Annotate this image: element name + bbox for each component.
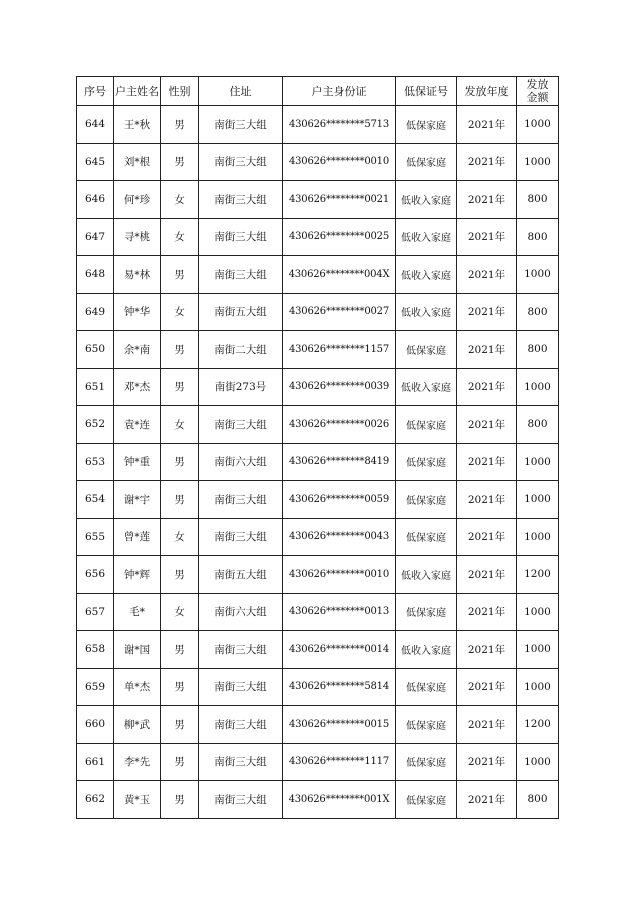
table-row bbox=[77, 181, 559, 219]
address-cell: 南街三大组 bbox=[199, 668, 283, 706]
table-body bbox=[77, 106, 559, 819]
address-cell: 南街三大组 bbox=[199, 631, 283, 669]
holder-name-cell: 曾*莲 bbox=[114, 518, 161, 556]
address-cell: 南街273号 bbox=[199, 368, 283, 406]
dibao-type-cell: 低保家庭 bbox=[396, 443, 457, 481]
table-row bbox=[77, 143, 559, 181]
amount-cell: 800 bbox=[517, 218, 559, 256]
dibao-type-cell: 低保家庭 bbox=[396, 593, 457, 631]
table-row bbox=[77, 293, 559, 331]
dibao-type-cell: 低保家庭 bbox=[396, 743, 457, 781]
table-row bbox=[77, 368, 559, 406]
gender-cell: 男 bbox=[161, 668, 199, 706]
amount-cell: 1200 bbox=[517, 556, 559, 594]
issue-year-cell: 2021年 bbox=[457, 293, 517, 331]
issue-year-cell: 2021年 bbox=[457, 743, 517, 781]
relief-table bbox=[76, 76, 559, 819]
table-row bbox=[77, 631, 559, 669]
id-card-cell: 430626********0013 bbox=[283, 593, 396, 631]
amount-cell: 1000 bbox=[517, 743, 559, 781]
holder-name-cell: 刘*根 bbox=[114, 143, 161, 181]
amount-cell: 1000 bbox=[517, 631, 559, 669]
address-cell: 南街三大组 bbox=[199, 706, 283, 744]
holder-name-cell: 柳*武 bbox=[114, 706, 161, 744]
issue-year-cell: 2021年 bbox=[457, 706, 517, 744]
gender-cell: 女 bbox=[161, 293, 199, 331]
gender-cell: 女 bbox=[161, 181, 199, 219]
header-index: 序号 bbox=[77, 77, 114, 106]
table-row bbox=[77, 743, 559, 781]
table-row bbox=[77, 331, 559, 369]
dibao-type-cell: 低保家庭 bbox=[396, 406, 457, 444]
issue-year-cell: 2021年 bbox=[457, 406, 517, 444]
row-index-cell: 647 bbox=[77, 218, 114, 256]
gender-cell: 男 bbox=[161, 368, 199, 406]
id-card-cell: 430626********0010 bbox=[283, 556, 396, 594]
table-row bbox=[77, 256, 559, 294]
address-cell: 南街三大组 bbox=[199, 218, 283, 256]
issue-year-cell: 2021年 bbox=[457, 256, 517, 294]
table-row bbox=[77, 406, 559, 444]
gender-cell: 男 bbox=[161, 443, 199, 481]
header-dibao-type: 低保证号 bbox=[396, 77, 457, 106]
gender-cell: 女 bbox=[161, 218, 199, 256]
holder-name-cell: 王*秋 bbox=[114, 106, 161, 144]
address-cell: 南街三大组 bbox=[199, 143, 283, 181]
row-index-cell: 652 bbox=[77, 406, 114, 444]
address-cell: 南街三大组 bbox=[199, 181, 283, 219]
holder-name-cell: 易*林 bbox=[114, 256, 161, 294]
gender-cell: 男 bbox=[161, 781, 199, 819]
holder-name-cell: 谢*宇 bbox=[114, 481, 161, 519]
address-cell: 南街三大组 bbox=[199, 406, 283, 444]
table-row bbox=[77, 481, 559, 519]
address-cell: 南街三大组 bbox=[199, 256, 283, 294]
id-card-cell: 430626********0010 bbox=[283, 143, 396, 181]
dibao-type-cell: 低收入家庭 bbox=[396, 256, 457, 294]
issue-year-cell: 2021年 bbox=[457, 593, 517, 631]
row-index-cell: 657 bbox=[77, 593, 114, 631]
holder-name-cell: 钟*华 bbox=[114, 293, 161, 331]
id-card-cell: 430626********0025 bbox=[283, 218, 396, 256]
id-card-cell: 430626********1157 bbox=[283, 331, 396, 369]
row-index-cell: 648 bbox=[77, 256, 114, 294]
amount-cell: 1200 bbox=[517, 706, 559, 744]
issue-year-cell: 2021年 bbox=[457, 181, 517, 219]
id-card-cell: 430626********0039 bbox=[283, 368, 396, 406]
row-index-cell: 645 bbox=[77, 143, 114, 181]
row-index-cell: 654 bbox=[77, 481, 114, 519]
holder-name-cell: 钟*重 bbox=[114, 443, 161, 481]
gender-cell: 男 bbox=[161, 143, 199, 181]
dibao-type-cell: 低收入家庭 bbox=[396, 556, 457, 594]
id-card-cell: 430626********0059 bbox=[283, 481, 396, 519]
dibao-type-cell: 低保家庭 bbox=[396, 706, 457, 744]
amount-cell: 1000 bbox=[517, 593, 559, 631]
gender-cell: 男 bbox=[161, 481, 199, 519]
gender-cell: 女 bbox=[161, 593, 199, 631]
address-cell: 南街五大组 bbox=[199, 293, 283, 331]
row-index-cell: 644 bbox=[77, 106, 114, 144]
id-card-cell: 430626********0014 bbox=[283, 631, 396, 669]
holder-name-cell: 单*杰 bbox=[114, 668, 161, 706]
amount-cell: 800 bbox=[517, 181, 559, 219]
issue-year-cell: 2021年 bbox=[457, 443, 517, 481]
id-card-cell: 430626********0026 bbox=[283, 406, 396, 444]
header-gender: 性别 bbox=[161, 77, 199, 106]
issue-year-cell: 2021年 bbox=[457, 481, 517, 519]
header-year: 发放年度 bbox=[457, 77, 517, 106]
id-card-cell: 430626********1117 bbox=[283, 743, 396, 781]
gender-cell: 男 bbox=[161, 331, 199, 369]
gender-cell: 男 bbox=[161, 706, 199, 744]
amount-cell: 800 bbox=[517, 293, 559, 331]
row-index-cell: 649 bbox=[77, 293, 114, 331]
id-card-cell: 430626********8419 bbox=[283, 443, 396, 481]
header-row bbox=[77, 77, 559, 106]
amount-cell: 800 bbox=[517, 781, 559, 819]
issue-year-cell: 2021年 bbox=[457, 781, 517, 819]
issue-year-cell: 2021年 bbox=[457, 106, 517, 144]
address-cell: 南街三大组 bbox=[199, 781, 283, 819]
row-index-cell: 656 bbox=[77, 556, 114, 594]
issue-year-cell: 2021年 bbox=[457, 218, 517, 256]
amount-cell: 1000 bbox=[517, 481, 559, 519]
row-index-cell: 653 bbox=[77, 443, 114, 481]
dibao-type-cell: 低保家庭 bbox=[396, 331, 457, 369]
amount-cell: 800 bbox=[517, 331, 559, 369]
gender-cell: 男 bbox=[161, 106, 199, 144]
gender-cell: 男 bbox=[161, 256, 199, 294]
id-card-cell: 430626********0021 bbox=[283, 181, 396, 219]
holder-name-cell: 寻*桃 bbox=[114, 218, 161, 256]
table-row bbox=[77, 518, 559, 556]
gender-cell: 女 bbox=[161, 518, 199, 556]
issue-year-cell: 2021年 bbox=[457, 143, 517, 181]
dibao-type-cell: 低保家庭 bbox=[396, 143, 457, 181]
holder-name-cell: 袁*连 bbox=[114, 406, 161, 444]
holder-name-cell: 何*珍 bbox=[114, 181, 161, 219]
table-row bbox=[77, 443, 559, 481]
amount-cell: 1000 bbox=[517, 518, 559, 556]
table-row bbox=[77, 106, 559, 144]
address-cell: 南街五大组 bbox=[199, 556, 283, 594]
address-cell: 南街二大组 bbox=[199, 331, 283, 369]
header-name: 户主姓名 bbox=[114, 77, 161, 106]
address-cell: 南街三大组 bbox=[199, 743, 283, 781]
dibao-type-cell: 低收入家庭 bbox=[396, 218, 457, 256]
id-card-cell: 430626********5713 bbox=[283, 106, 396, 144]
amount-cell: 1000 bbox=[517, 143, 559, 181]
dibao-type-cell: 低收入家庭 bbox=[396, 631, 457, 669]
amount-cell: 1000 bbox=[517, 443, 559, 481]
address-cell: 南街三大组 bbox=[199, 106, 283, 144]
id-card-cell: 430626********001X bbox=[283, 781, 396, 819]
issue-year-cell: 2021年 bbox=[457, 518, 517, 556]
id-card-cell: 430626********0015 bbox=[283, 706, 396, 744]
table-row bbox=[77, 593, 559, 631]
holder-name-cell: 毛* bbox=[114, 593, 161, 631]
address-cell: 南街六大组 bbox=[199, 593, 283, 631]
holder-name-cell: 钟*辉 bbox=[114, 556, 161, 594]
row-index-cell: 661 bbox=[77, 743, 114, 781]
dibao-type-cell: 低保家庭 bbox=[396, 518, 457, 556]
id-card-cell: 430626********5814 bbox=[283, 668, 396, 706]
table-row bbox=[77, 556, 559, 594]
dibao-type-cell: 低保家庭 bbox=[396, 781, 457, 819]
dibao-type-cell: 低保家庭 bbox=[396, 481, 457, 519]
row-index-cell: 658 bbox=[77, 631, 114, 669]
id-card-cell: 430626********004X bbox=[283, 256, 396, 294]
row-index-cell: 662 bbox=[77, 781, 114, 819]
row-index-cell: 651 bbox=[77, 368, 114, 406]
gender-cell: 女 bbox=[161, 406, 199, 444]
gender-cell: 男 bbox=[161, 743, 199, 781]
header-address: 住址 bbox=[199, 77, 283, 106]
dibao-type-cell: 低收入家庭 bbox=[396, 368, 457, 406]
address-cell: 南街三大组 bbox=[199, 518, 283, 556]
amount-cell: 1000 bbox=[517, 668, 559, 706]
row-index-cell: 659 bbox=[77, 668, 114, 706]
dibao-type-cell: 低保家庭 bbox=[396, 106, 457, 144]
gender-cell: 男 bbox=[161, 631, 199, 669]
issue-year-cell: 2021年 bbox=[457, 556, 517, 594]
id-card-cell: 430626********0043 bbox=[283, 518, 396, 556]
dibao-type-cell: 低收入家庭 bbox=[396, 293, 457, 331]
row-index-cell: 660 bbox=[77, 706, 114, 744]
table-row bbox=[77, 668, 559, 706]
holder-name-cell: 李*先 bbox=[114, 743, 161, 781]
issue-year-cell: 2021年 bbox=[457, 331, 517, 369]
table-row bbox=[77, 781, 559, 819]
id-card-cell: 430626********0027 bbox=[283, 293, 396, 331]
dibao-type-cell: 低保家庭 bbox=[396, 668, 457, 706]
holder-name-cell: 邓*杰 bbox=[114, 368, 161, 406]
issue-year-cell: 2021年 bbox=[457, 368, 517, 406]
header-id-card: 户主身份证 bbox=[283, 77, 396, 106]
row-index-cell: 655 bbox=[77, 518, 114, 556]
amount-cell: 800 bbox=[517, 406, 559, 444]
issue-year-cell: 2021年 bbox=[457, 668, 517, 706]
amount-cell: 1000 bbox=[517, 368, 559, 406]
amount-cell: 1000 bbox=[517, 106, 559, 144]
table-row bbox=[77, 218, 559, 256]
row-index-cell: 650 bbox=[77, 331, 114, 369]
holder-name-cell: 余*南 bbox=[114, 331, 161, 369]
gender-cell: 男 bbox=[161, 556, 199, 594]
header-amount: 发放金额 bbox=[517, 77, 559, 106]
address-cell: 南街三大组 bbox=[199, 481, 283, 519]
holder-name-cell: 黄*玉 bbox=[114, 781, 161, 819]
holder-name-cell: 谢*国 bbox=[114, 631, 161, 669]
issue-year-cell: 2021年 bbox=[457, 631, 517, 669]
row-index-cell: 646 bbox=[77, 181, 114, 219]
dibao-type-cell: 低收入家庭 bbox=[396, 181, 457, 219]
address-cell: 南街六大组 bbox=[199, 443, 283, 481]
amount-cell: 1000 bbox=[517, 256, 559, 294]
table-row bbox=[77, 706, 559, 744]
